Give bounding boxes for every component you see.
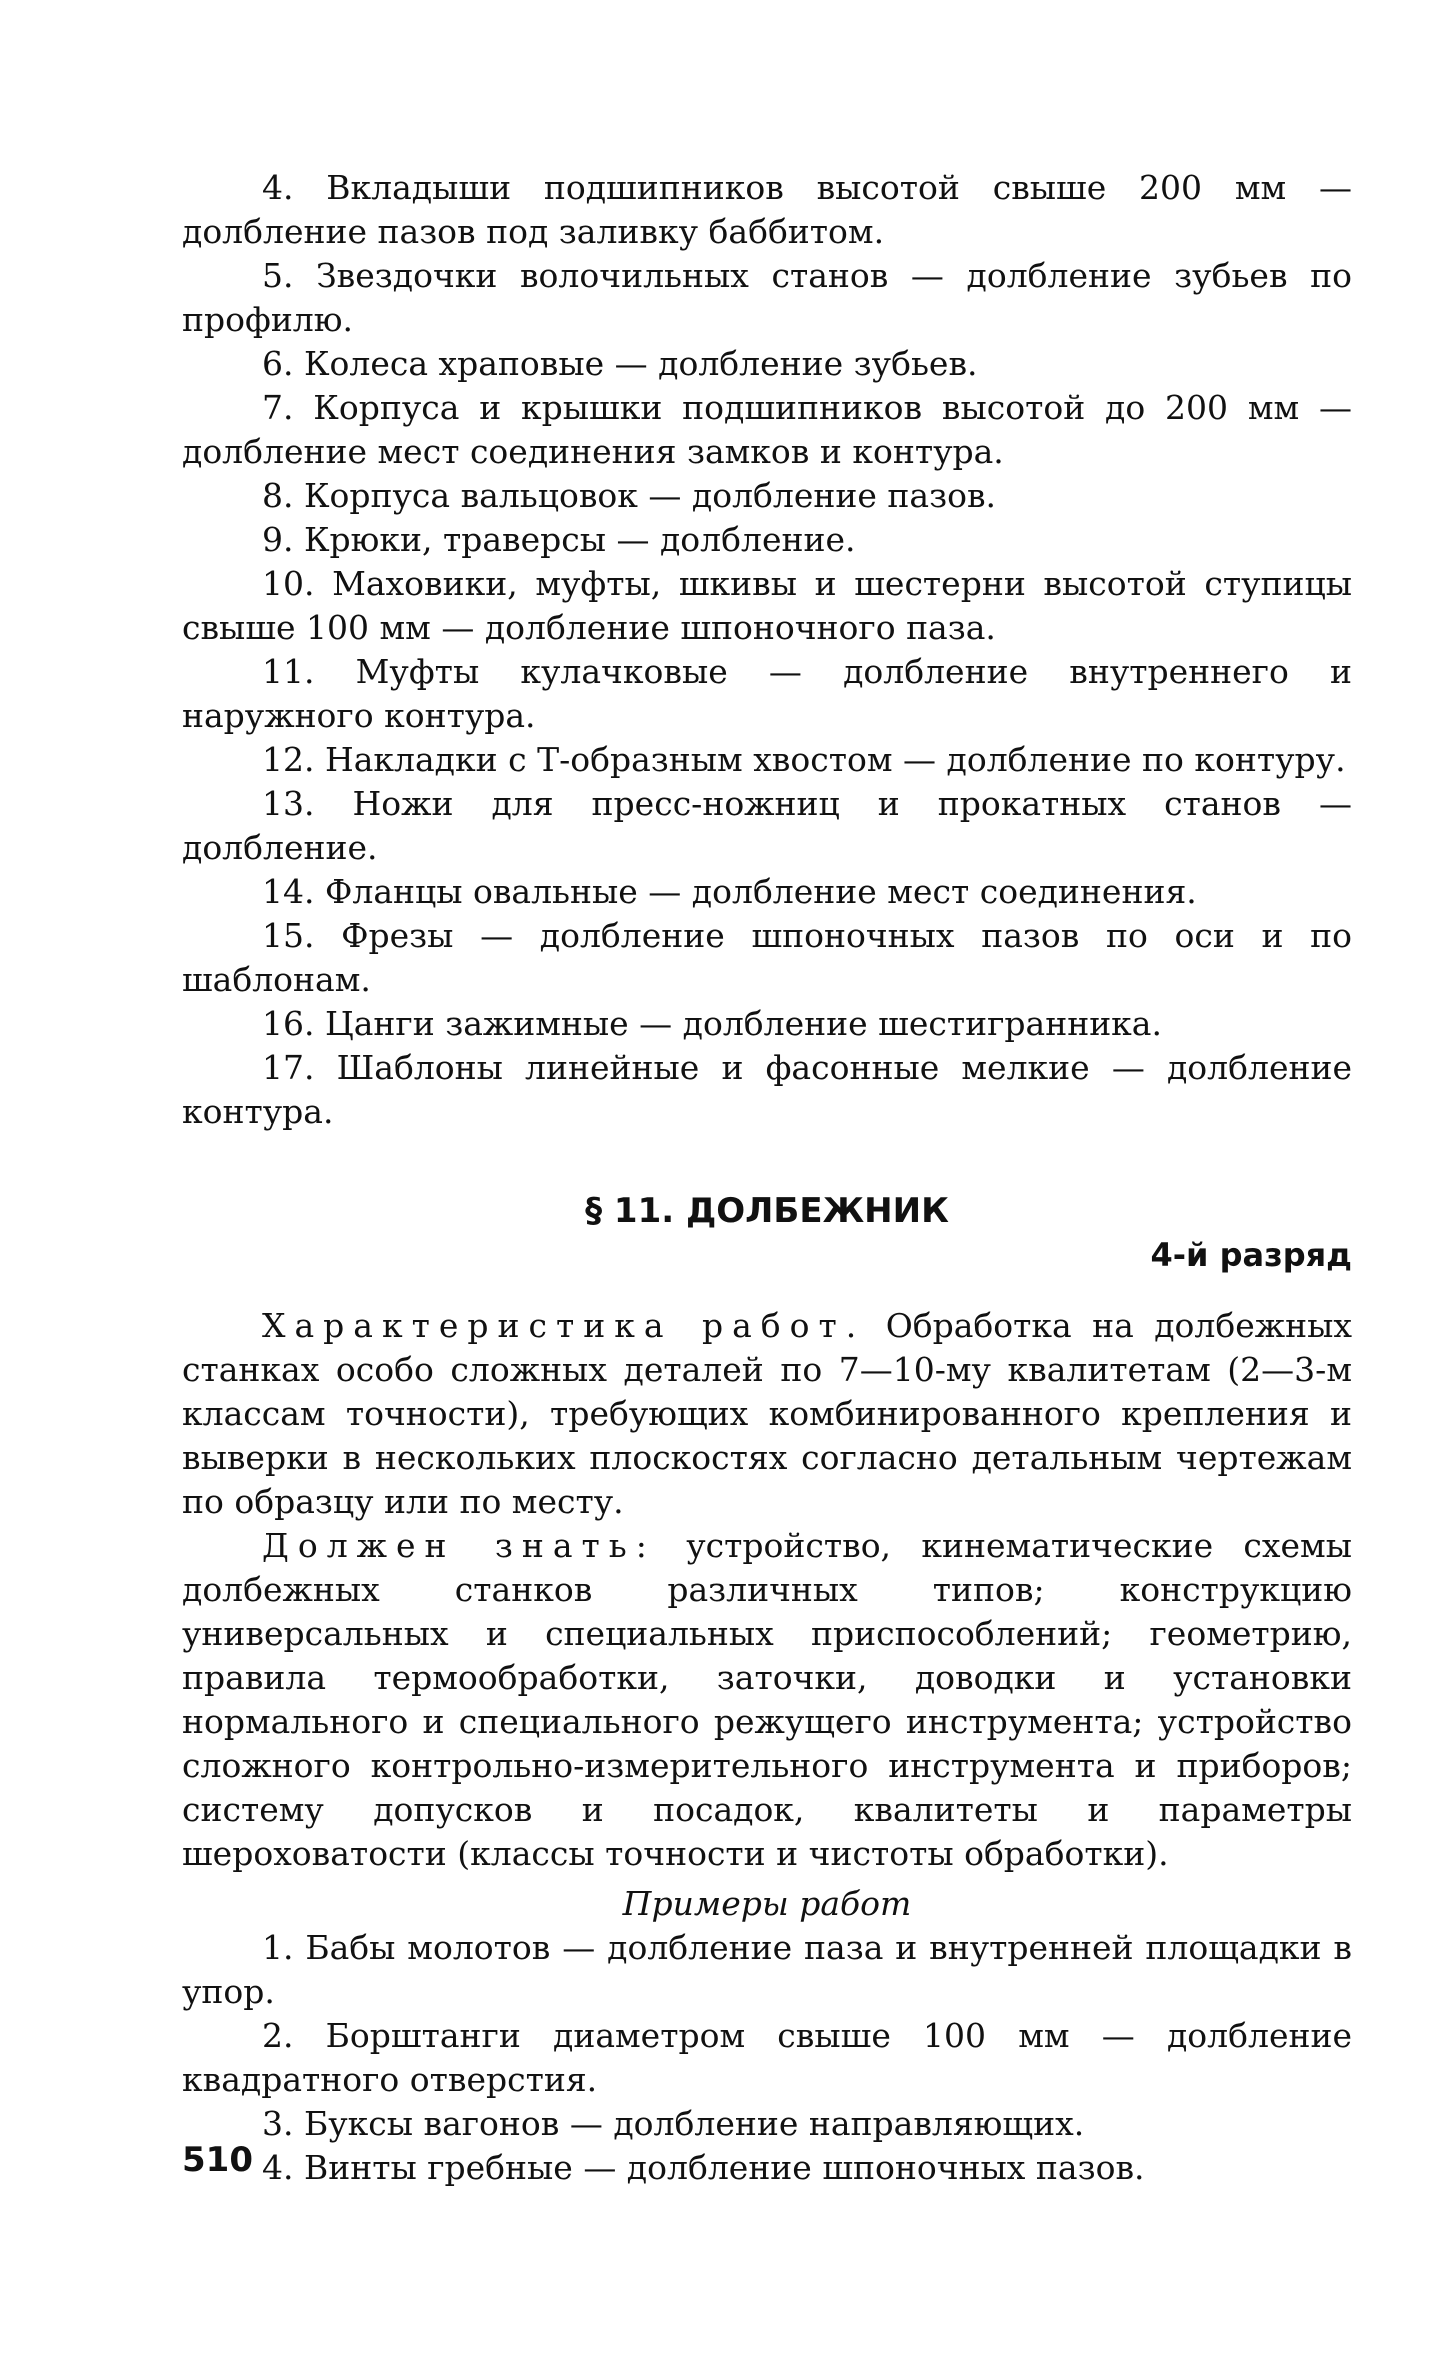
grade-label: 4-й разряд (1150, 1236, 1352, 1274)
example-item: 12. Накладки с Т-образным хвостом — долбление по контуру. (262, 740, 1346, 779)
example-item: 2. Борштанги диаметром свыше 100 мм — долбление квадратного отверстия. (182, 2016, 1352, 2099)
examples-list-continued (182, 166, 1352, 1134)
section-title: § 11. ДОЛБЕЖНИК (585, 1191, 949, 1231)
example-item: 17. Шаблоны линейные и фасонные мелкие — долбление контура. (182, 1048, 1352, 1131)
example-item: 4. Вкладыши подшипников высотой свыше 200 мм — долбление пазов под заливку баббитом. (182, 168, 1352, 251)
example-item: 5. Звездочки волочильных станов — долбление зубьев по профилю. (182, 256, 1352, 339)
example-item: 15. Фрезы — долбление шпоночных пазов по оси и по шаблонам. (182, 916, 1352, 999)
characteristics-text: Обработка на долбежных станках особо сложных деталей по 7—10-му квалитетам (2—3-м классам точности), требующих комбинированного крепления и выверки в нескольких плоскостях согласно детальным чертежам по образцу или по месту. (182, 1306, 1352, 1521)
example-item: 9. Крюки, траверсы — долбление. (262, 520, 856, 559)
example-item: 6. Колеса храповые — долбление зубьев. (262, 344, 978, 383)
document-page (182, 166, 1352, 2190)
characteristics-label: Характеристика работ. (262, 1306, 866, 1345)
knowledge-label: Должен знать: (262, 1526, 656, 1565)
page-number: 510 (182, 2140, 253, 2180)
example-item: 14. Фланцы овальные — долбление мест соединения. (262, 872, 1197, 911)
example-item: 3. Буксы вагонов — долбление направляющих. (262, 2104, 1085, 2143)
knowledge-text: устройство, кинематические схемы долбежных станков различных типов; конструкцию универсальных и специальных приспособлений; геометрию, правила термообработки, заточки, доводки и установки нормального и специального режущего инструмента; устройство сложного контрольно-измерительного инструмента и приборов; систему допусков и посадок, квалитеты и параметры шероховатости (классы точности и чистоты обработки). (182, 1526, 1352, 1873)
examples-title: Примеры работ (622, 1884, 912, 1923)
example-item: 11. Муфты кулачковые — долбление внутреннего и наружного контура. (182, 652, 1352, 735)
characteristics-paragraph (182, 1304, 1352, 1524)
example-item: 8. Корпуса вальцовок — долбление пазов. (262, 476, 997, 515)
example-item: 4. Винты гребные — долбление шпоночных пазов. (262, 2148, 1145, 2187)
example-item: 16. Цанги зажимные — долбление шестигранника. (262, 1004, 1162, 1043)
example-item: 7. Корпуса и крышки подшипников высотой до 200 мм — долбление мест соединения замков и контура. (182, 388, 1352, 471)
example-item: 1. Бабы молотов — долбление паза и внутренней площадки в упор. (182, 1928, 1352, 2011)
example-item: 13. Ножи для пресс-ножниц и прокатных станов — долбление. (182, 784, 1352, 867)
examples-list (182, 1926, 1352, 2190)
example-item: 10. Маховики, муфты, шкивы и шестерни высотой ступицы свыше 100 мм — долбление шпоночного паза. (182, 564, 1352, 647)
knowledge-paragraph (182, 1524, 1352, 1876)
spacer (182, 1276, 1352, 1304)
